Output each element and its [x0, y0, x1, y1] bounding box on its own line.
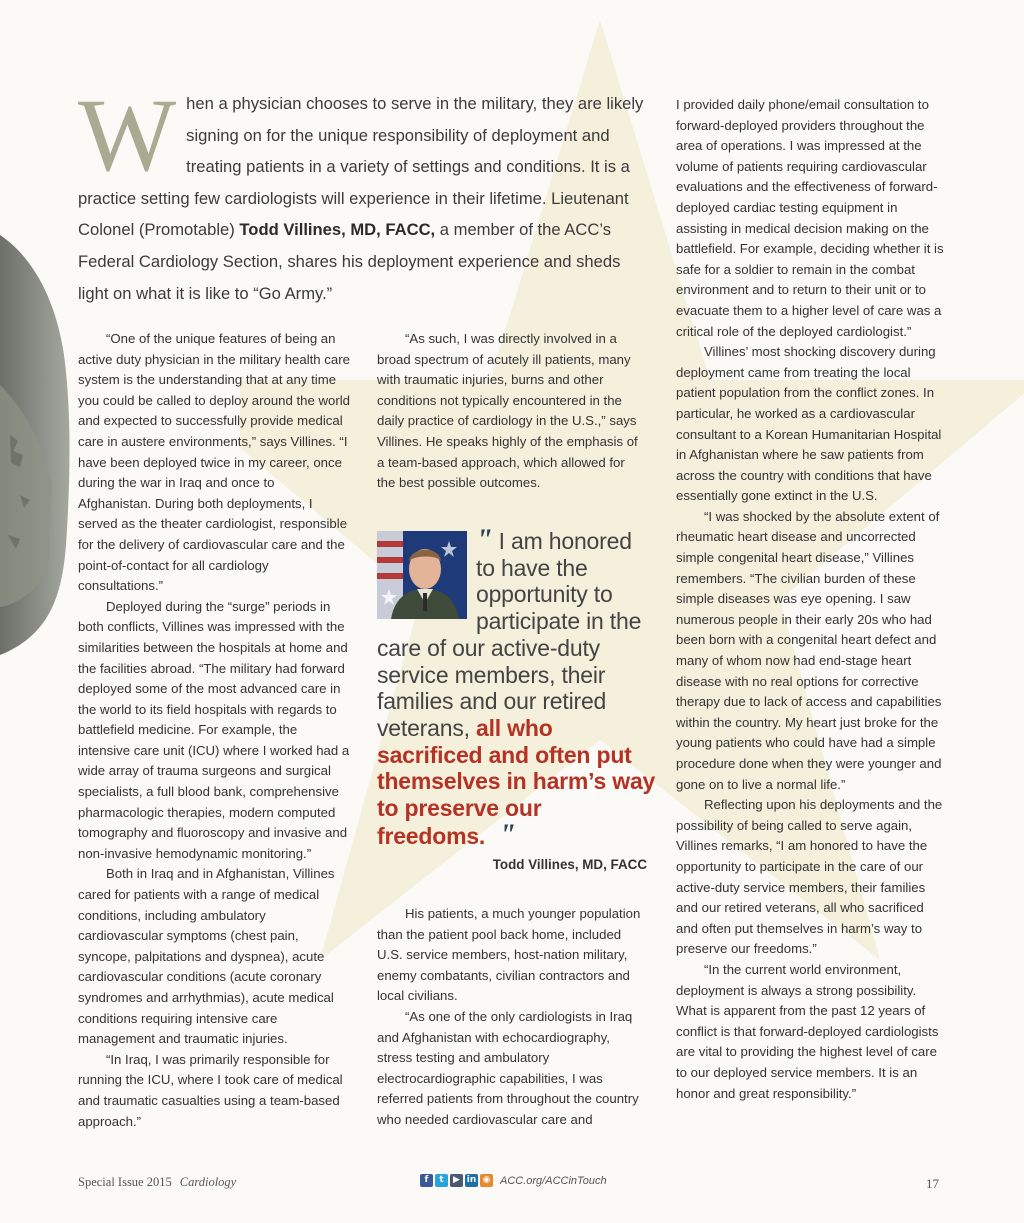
pull-quote	[377, 523, 656, 873]
drop-cap: W	[78, 78, 177, 193]
paragraph: Both in Iraq and in Afghanistan, Villines cared for patients with a range of medical conditions, including ambulatory cardiovascular symptoms (chest pain, syncope, palpitations and dyspnea), acute cardiovascular conditions (acute coronary syndromes and arrhythmias), acute medical conditions requiring intensive care management and traumatic injuries.	[78, 866, 335, 1047]
close-quote-icon: "	[499, 817, 512, 851]
paragraph: Deployed during the “surge” periods in both conflicts, Villines was impressed with the similarities between the hospitals at home and the facilities abroad. “The military had forward deployed some of the most advanced care in the world to its field hospitals with regards to battlefield medicine. For example, the intensive care unit (ICU) where I worked had a wide array of trauma surgeons and surgical specialists, a full blood bank, comprehensive pharmacologic therapies, modern computed tomography and fluoroscopy and invasive and non-invasive hemodynamic monitoring.”	[78, 598, 350, 861]
intro-text: hen a physician chooses to serve in the military, they are likely signing on for the unique responsibility of deployment and treating patients in a variety of settings and conditions. It is a practice setting few cardiologists will experience in their lifetime. Lieutenant Colonel (Promotable)	[78, 94, 644, 240]
pull-quote-line: participate in the	[476, 608, 642, 635]
pull-quote-line: " I am honored	[476, 523, 632, 556]
pull-quote-line: families and our retired	[377, 688, 607, 715]
pull-quote-line	[377, 817, 649, 851]
left-column	[78, 329, 350, 1132]
pull-quote-line: care of our active-duty	[377, 634, 600, 661]
pull-quote-emphasis: themselves in harm’s way	[377, 768, 656, 795]
paragraph: I provided daily phone/email consultation to forward-deployed providers throughout the area of operations. I was impressed at the volume of patients requiring cardiovascular evaluations and the effectiveness of forward-deployed cardiac testing equipment in assisting in medical decision making on the battlefield. For example, deciding whether it is safe for a soldier to remain in the combat environment and to return to their unit or to evacuate them to a higher level of care was a critical role of the deployed cardiologist.”	[676, 97, 944, 339]
page-number: 17	[926, 1176, 939, 1191]
paragraph: His patients, a much younger population than the patient pool back home, included U.S. service members, host-nation military, enemy combatants, civilian contractors and local civilians.	[377, 906, 641, 1004]
pull-quote-line: service members, their	[377, 661, 606, 688]
linkedin-icon[interactable]: in	[466, 1175, 477, 1185]
paragraph: “I was shocked by the absolute extent of rheumatic heart disease and uncorrected simple congenital heart disease,” Villines remembers. “The civilian burden of these simple diseases was eye opening. I saw numerous people in their early 20s who had been born with a congenital heart defect and many of whom now had end-stage heart disease with no real options for corrective therapy due to lack of access and capabilities within the country. My heart just broke for the young patients who could have had a simple procedure done when they were younger and gone on to live a normal life.”	[676, 508, 942, 792]
paragraph: “In Iraq, I was primarily responsible for running the ICU, where I took care of medical and traumatic casualties using a team-based approach.”	[78, 1051, 343, 1129]
author-name: Todd Villines, MD, FACC,	[239, 220, 436, 240]
footer-issue	[78, 1175, 236, 1190]
paragraph: “As one of the only cardiologists in Iraq and Afghanistan with echocardiography, stress testing and ambulatory electrocardiographic capabilities, I was referred patients from throughout the country who needed cardiovascular care and	[377, 1008, 639, 1127]
middle-column-bottom	[377, 904, 645, 1131]
youtube-icon[interactable]: ▶	[450, 1174, 463, 1187]
pull-quote-attribution: Todd Villines, MD, FACC	[492, 857, 647, 873]
paragraph: “As such, I was directly involved in a broad spectrum of acutely ill patients, many with traumatic injuries, burns and other conditions not typically encountered in the daily practice of cardiology in the U.S.,” says Villines. He speaks highly of the emphasis of a team-based approach, which allowed for the best possible outcomes.	[377, 331, 638, 491]
pull-quote-emphasis: freedoms.	[377, 822, 486, 849]
paragraph: Reflecting upon his deployments and the possibility of being called to serve again, Villines remarks, “I am honored to have the opportunity to participate in the care of our active-duty service members, their families and our retired veterans, all who sacrificed and often put themselves in harm’s way to preserve our freedoms.”	[676, 797, 943, 957]
facebook-icon[interactable]: f	[420, 1174, 433, 1187]
footer-url-link[interactable]: ACC.org/ACCinTouch	[500, 1174, 607, 1187]
rss-icon[interactable]: ◉	[480, 1174, 493, 1187]
issue-label: Special Issue 2015	[78, 1175, 172, 1189]
pull-quote-line: to have the	[476, 554, 588, 581]
pull-quote-line: opportunity to	[476, 581, 613, 608]
intro-paragraph	[78, 78, 650, 309]
pull-quote-emphasis: sacrificed and often put	[377, 741, 632, 768]
pull-quote-emphasis: to preserve our	[377, 795, 542, 822]
portrait-image	[377, 531, 467, 619]
right-column	[676, 95, 948, 1104]
portrait-photo	[377, 531, 467, 619]
middle-column-top	[377, 329, 645, 494]
twitter-icon[interactable]: t	[435, 1174, 448, 1187]
pull-quote-line: veterans, all who	[377, 714, 553, 741]
journal-name: Cardiology	[179, 1175, 237, 1189]
footer-social	[420, 1174, 607, 1187]
intro-text-end: a member of the ACC’s Federal Cardiology Section, shares his deployment experience and sheds light on what it is like to “Go Army.”	[78, 220, 621, 303]
paragraph: Villines’ most shocking discovery during deployment came from treating the local patient population from the conflict zones. In particular, he worked as a cardiovascular consultant to a Korean Humanitarian Hospital in Afghanistan where he saw patients from across the country with conditions that have essentially gone extinct in the U.S.	[676, 344, 942, 504]
paragraph: “One of the unique features of being an active duty physician in the military health care system is the understanding that at any time you could be called to deploy around the world and expected to successfully provide medical care in austere environments,” says Villines. “I have been deployed twice in my career, once during the war in Iraq and once to Afghanistan. During both deployments, I served as the theater cardiologist, responsible for the delivery of cardiovascular care and the point-of-contact for all cardiology consultations.”	[78, 331, 350, 594]
open-quote-icon: "	[476, 523, 489, 556]
paragraph: “In the current world environment, deployment is always a strong possibility. What is apparent from the past 12 years of conflict is that forward-deployed cardiologists are vital to providing the highest level of care to our deployed service members. It is an honor and great responsibility.”	[676, 961, 939, 1101]
pull-quote-emphasis: all who	[476, 714, 553, 741]
